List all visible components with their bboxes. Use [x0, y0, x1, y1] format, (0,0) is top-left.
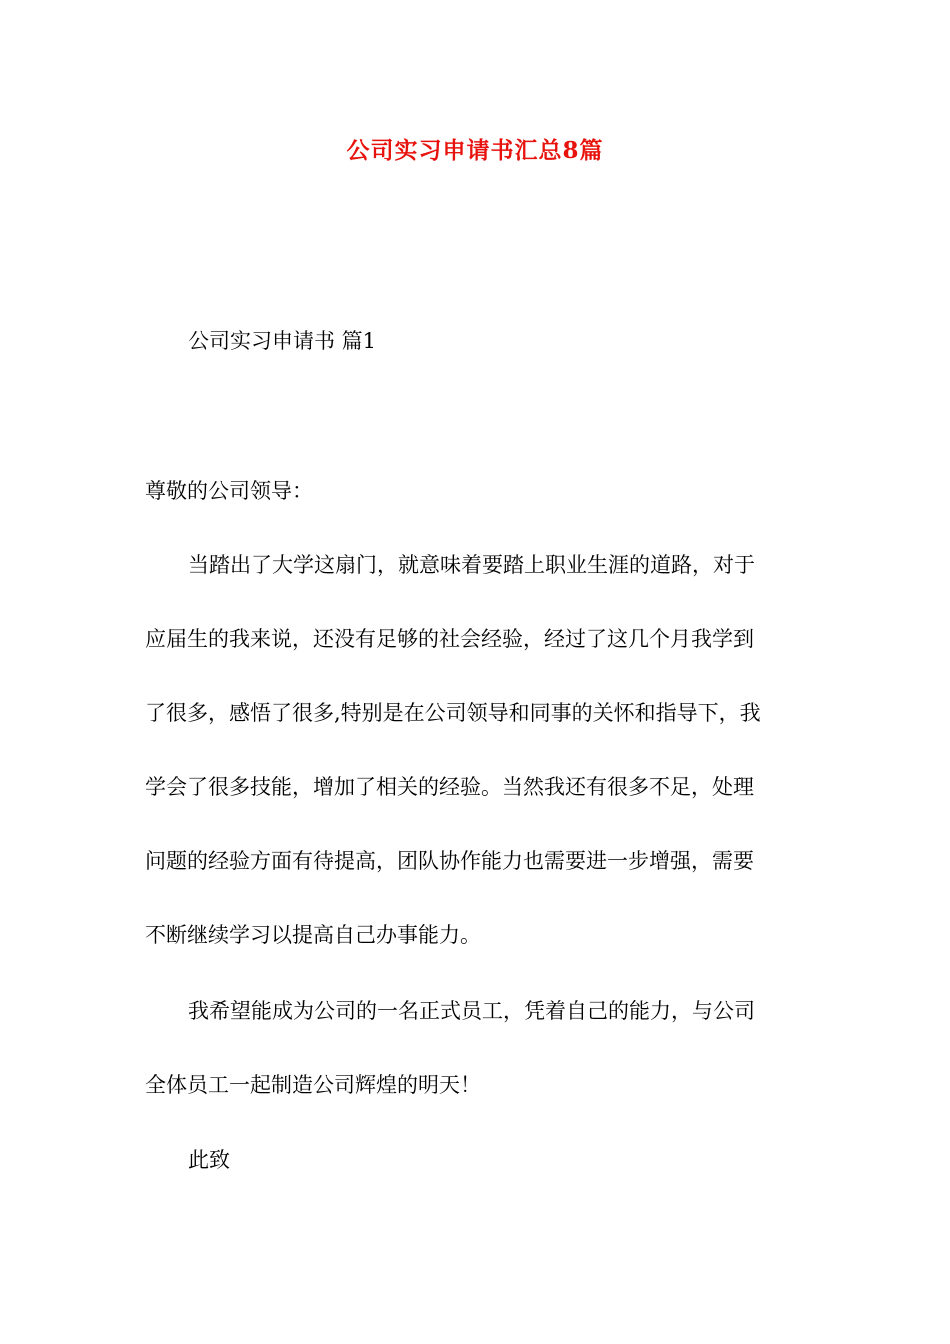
- closing: 此致: [188, 1148, 230, 1172]
- paragraph-line: 学会了很多技能，增加了相关的经验。当然我还有很多不足，处理: [145, 775, 754, 799]
- paragraph-line: 应届生的我来说，还没有足够的社会经验，经过了这几个月我学到: [145, 627, 754, 651]
- document-title: 公司实习申请书汇总8篇: [346, 137, 604, 164]
- paragraph-line: 当踏出了大学这扇门，就意味着要踏上职业生涯的道路，对于: [188, 553, 755, 577]
- section-heading: 公司实习申请书 篇1: [188, 329, 377, 353]
- salutation: 尊敬的公司领导：: [145, 479, 313, 503]
- paragraph-line: 不断继续学习以提高自己办事能力。: [145, 923, 481, 947]
- paragraph-line: 了很多，感悟了很多,特别是在公司领导和同事的关怀和指导下，我: [145, 701, 761, 725]
- paragraph-line: 我希望能成为公司的一名正式员工，凭着自己的能力，与公司: [188, 999, 755, 1023]
- paragraph-line: 问题的经验方面有待提高，团队协作能力也需要进一步增强，需要: [145, 849, 754, 873]
- paragraph-line: 全体员工一起制造公司辉煌的明天！: [145, 1073, 481, 1097]
